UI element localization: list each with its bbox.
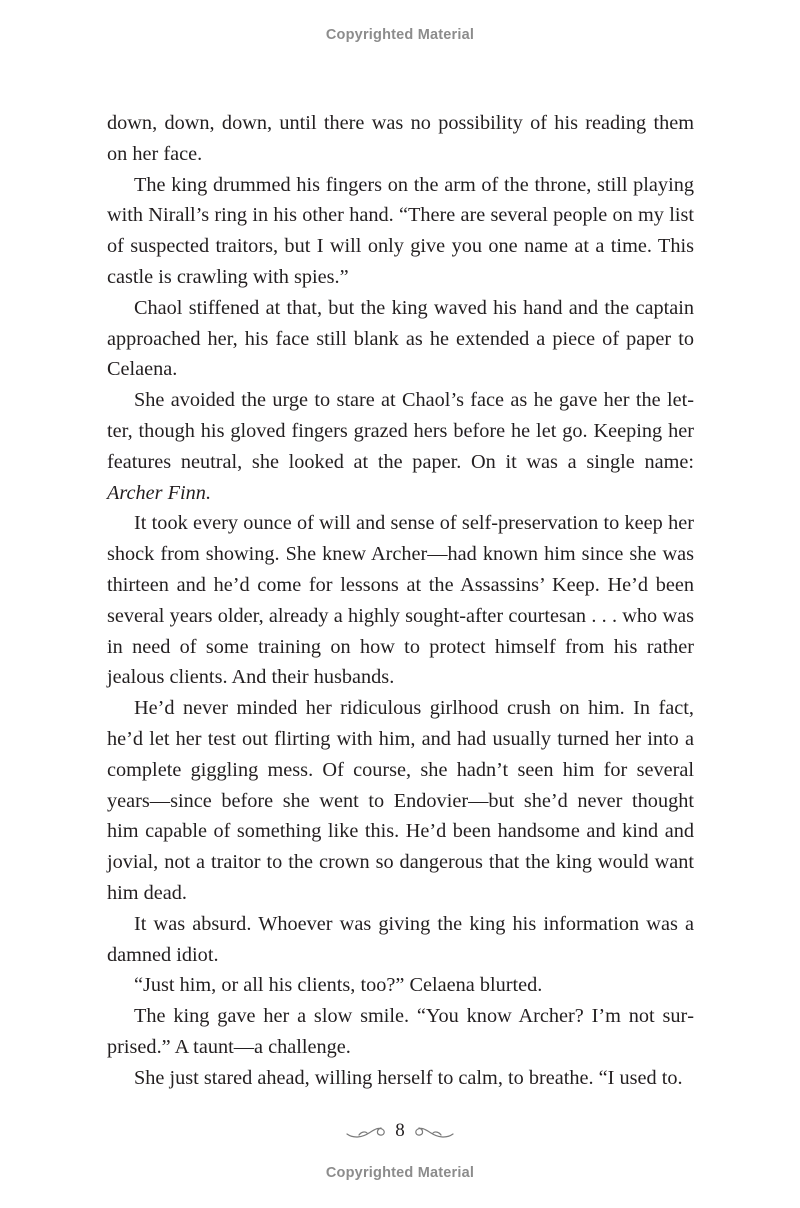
flourish-left-icon — [345, 1120, 387, 1142]
paragraph-7: It was absurd. Whoever was giving the king his information was a damned idiot. — [107, 912, 694, 966]
paragraph-9: The king gave her a slow smile. “You know Archer? I’m not surprised.” A taunt—a challenge. — [107, 1005, 694, 1058]
paragraph-5: It took every ounce of will and sense of self-preservation to keep her shock from showing. She knew Archer—had known him since she was thirteen and he’d come for lessons at the Assassins’ Keep. He’d been several years older, already a highly sought-after courtesan . . . who was in need of some training on how to protect himself from his rather jealous clients. And their husbands. — [107, 512, 694, 689]
paragraph-1: down, down, down, until there was no possibility of his reading them on her face. — [107, 112, 694, 165]
copyright-watermark-top: Copyrighted Material — [325, 27, 475, 43]
flourish-right-icon — [413, 1120, 455, 1142]
copyright-watermark-bottom: Copyrighted Material — [325, 1165, 475, 1181]
italic-name: Archer Finn. — [107, 481, 212, 504]
page-folio — [0, 1120, 800, 1142]
paragraph-4: She avoided the urge to stare at Chaol’s face as he gave her the letter, though his gloved fingers grazed hers before he let go. Keeping her features neutral, she looked at the paper. On it was a single name: Archer Finn. — [107, 389, 694, 504]
body-text — [107, 108, 694, 1094]
paragraph-3: Chaol stiffened at that, but the king waved his hand and the captain approached her, his face still blank as he extended a piece of paper to Celaena. — [107, 296, 694, 381]
page-number: 8 — [395, 1120, 405, 1141]
paragraph-10: She just stared ahead, willing herself to calm, to breathe. “I used to. — [134, 1066, 683, 1089]
paragraph-8: “Just him, or all his clients, too?” Celaena blurted. — [134, 974, 543, 997]
paragraph-6: He’d never minded her ridiculous girlhood crush on him. In fact, he’d let her test out flirting with him, and had usually turned her into a complete giggling mess. Of course, she hadn’t seen him for several years—since before she went to Endovier—but she’d never thought him capable of something like this. He’d been handsome and kind and jovial, not a traitor to the crown so dangerous that the king would want him dead. — [107, 697, 694, 904]
paragraph-2: The king drummed his fingers on the arm of the throne, still playing with Nirall’s ring in his other hand. “There are several people on my list of suspected traitors, but I will only give you one name at a time. This castle is crawling with spies.” — [107, 173, 694, 288]
